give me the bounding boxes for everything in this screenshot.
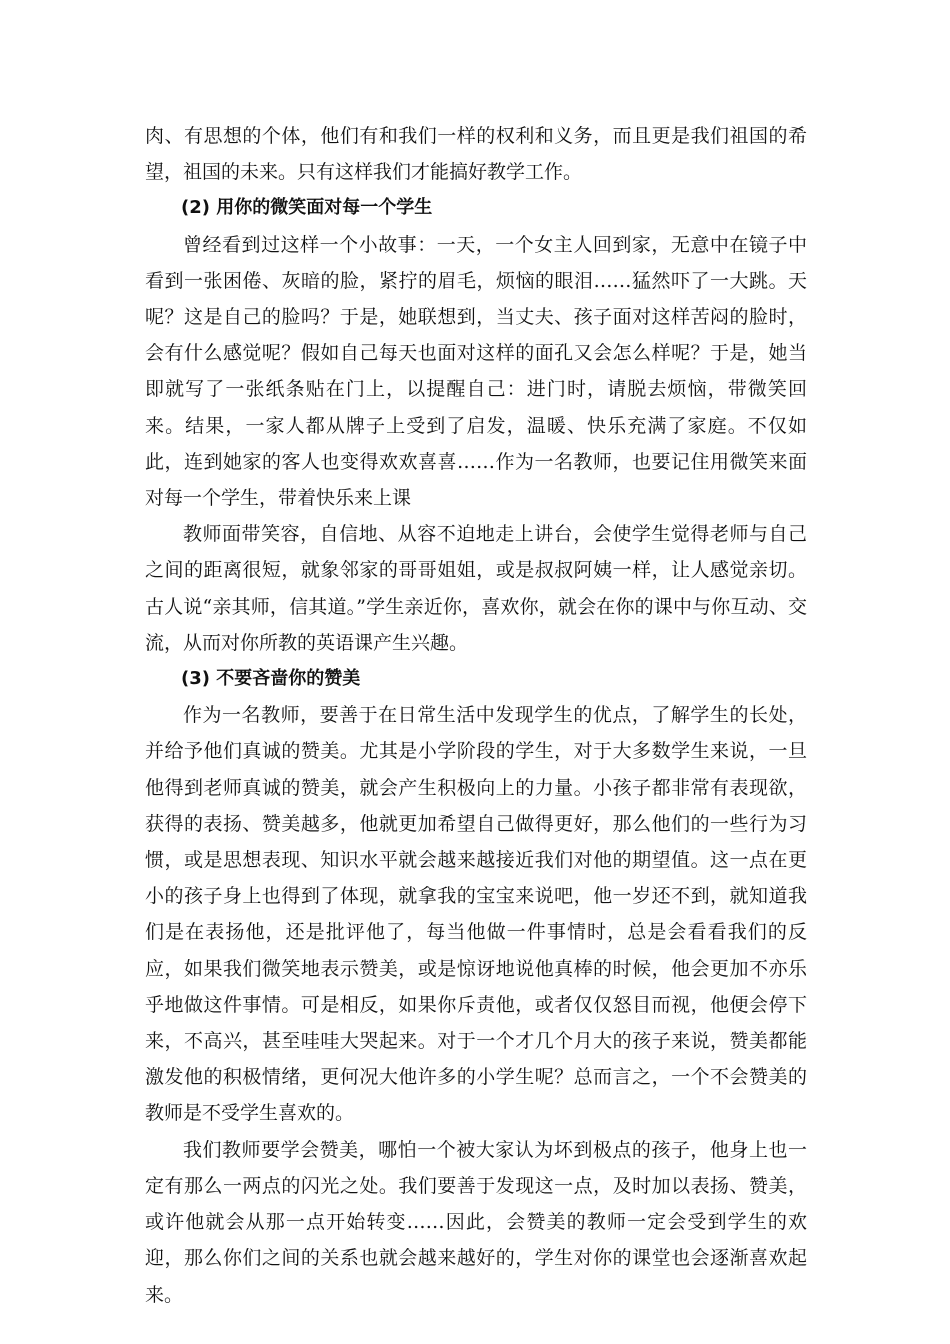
paragraph-praise: 作为一名教师，要善于在日常生活中发现学生的优点，了解学生的长处，并给予他们真诚的赞美。尤其是小学阶段的学生，对于大多数学生来说，一旦他得到老师真诚的赞美，就会产生积极向上的力量。小孩子都非常有表现欲，获得的表扬、赞美越多，他就更加希望自己做得更好，那么他们的一些行为习惯，或是思想表现、知识水平就会越来越接近我们对他的期望值。这一点在更小的孩子身上也得到了体现，就拿我的宝宝来说吧，他一岁还不到，就知道我们是在表扬他，还是批评他了，每当他做一件事情时，总是会看看我们的反应，如果我们微笑地表示赞美，或是惊讶地说他真棒的时候，他会更加不亦乐乎地做这件事情。可是相反，如果你斥责他，或者仅仅怒目而视，他便会停下来，不高兴，甚至哇哇大哭起来。对于一个才几个月大的孩子来说，赞美都能激发他的积极情绪，更何况大他许多的小学生呢？总而言之，一个不会赞美的教师是不受学生喜欢的。 [145,704,807,1125]
paragraph-story: 曾经看到过这样一个小故事：一天，一个女主人回到家，无意中在镜子中看到一张困倦、灰暗的脸，紧拧的眉毛，烦恼的眼泪……猛然吓了一大跳。天呢？这是自己的脸吗？于是，她联想到，当丈夫、孩子面对这样苦闷的脸时，会有什么感觉呢？假如自己每天也面对这样的面孔又会怎么样呢？于是，她当即就写了一张纸条贴在门上，以提醒自己：进门时，请脱去烦恼，带微笑回来。结果，一家人都从牌子上受到了启发，温暖、快乐充满了家庭。不仅如此，连到她家的客人也变得欢欢喜喜……作为一名教师，也要记住用微笑来面对每一个学生，带着快乐来上课 [145,233,807,510]
paragraph-continuation: 肉、有思想的个体，他们有和我们一样的权利和义务，而且更是我们祖国的希望，祖国的未来。只有这样我们才能搞好教学工作。 [145,125,807,184]
paragraph-teacher-smile: 教师面带笑容，自信地、从容不迫地走上讲台，会使学生觉得老师与自己之间的距离很短，就象邻家的哥哥姐姐，或是叔叔阿姨一样，让人感觉亲切。古人说“亲其师，信其道。”学生亲近你，喜欢你，就会在你的课中与你互动、交流，从而对你所教的英语课产生兴趣。 [145,523,807,654]
section-heading-praise: (3) 不要吝啬你的赞美 [181,668,361,690]
paragraph-learn-praise: 我们教师要学会赞美，哪怕一个被大家认为坏到极点的孩子，他身上也一定有那么一两点的闪光之处。我们要善于发现这一点，及时加以表扬、赞美，或许他就会从那一点开始转变……因此，会赞美的教师一定会受到学生的欢迎，那么你们之间的关系也就会越来越好的，学生对你的课堂也会逐渐喜欢起来。 [145,1138,807,1306]
section-heading-smile: (2) 用你的微笑面对每一个学生 [181,197,433,219]
document-body [145,118,807,1313]
